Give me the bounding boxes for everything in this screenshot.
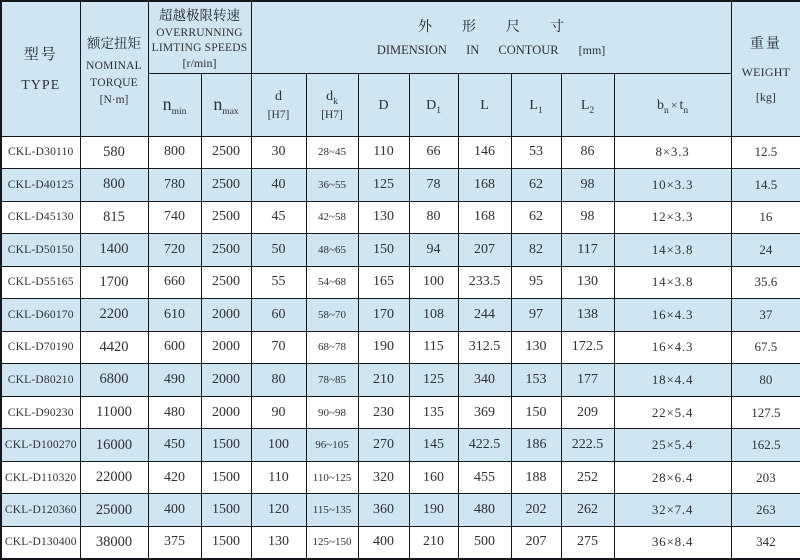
cell-D1: 80	[409, 201, 458, 234]
cell-D1: 135	[409, 396, 458, 429]
cell-n-max: 2000	[201, 364, 251, 397]
cell-L2: 117	[561, 234, 614, 267]
cell-d-h7: 110	[251, 461, 306, 494]
cell-n-min: 490	[148, 364, 201, 397]
cell-D1: 100	[409, 266, 458, 299]
cell-weight: 24	[731, 234, 800, 267]
cell-D: 150	[358, 234, 409, 267]
cell-L: 146	[458, 136, 511, 169]
cell-weight: 263	[731, 494, 800, 527]
cell-n-min: 720	[148, 234, 201, 267]
weight-label-cn: 重量	[749, 36, 782, 52]
dimension-unit: [mm]	[578, 43, 606, 58]
cell-dk-h7: 90~98	[306, 396, 358, 429]
cell-bn-x-tn: 8×3.3	[614, 136, 731, 169]
speeds-label-en1: OVERRUNNING	[156, 26, 243, 39]
cell-L1: 188	[511, 461, 561, 494]
table-row	[1, 169, 800, 202]
cell-n-max: 2000	[201, 331, 251, 364]
cell-L2: 138	[561, 299, 614, 332]
col-header-L	[458, 73, 511, 136]
cell-weight: 80	[731, 364, 800, 397]
cell-L2: 98	[561, 201, 614, 234]
cell-L: 168	[458, 169, 511, 202]
table-body	[1, 136, 800, 559]
table-row	[1, 429, 800, 462]
cell-L2: 177	[561, 364, 614, 397]
cell-n-max: 2500	[201, 201, 251, 234]
cell-bn-x-tn: 32×7.4	[614, 494, 731, 527]
cell-d-h7: 70	[251, 331, 306, 364]
cell-d-h7: 120	[251, 494, 306, 527]
dk-base	[307, 89, 358, 105]
cell-L2: 252	[561, 461, 614, 494]
cell-weight: 127.5	[731, 396, 800, 429]
cell-nominal-torque: 4420	[80, 331, 148, 364]
cell-type: CKL-D30110	[1, 136, 80, 169]
col-header-L2	[561, 73, 614, 136]
cell-dk-h7: 28~45	[306, 136, 358, 169]
cell-L2: 172.5	[561, 331, 614, 364]
cell-dk-h7: 58~70	[306, 299, 358, 332]
cell-dk-h7: 96~105	[306, 429, 358, 462]
n-min-base: n	[162, 94, 172, 114]
cell-type: CKL-D50150	[1, 234, 80, 267]
table-row	[1, 331, 800, 364]
D1-base: D	[426, 97, 437, 113]
D-base: D	[378, 97, 389, 113]
cell-n-min: 660	[148, 266, 201, 299]
bt-t: t	[679, 97, 684, 113]
cell-dk-h7: 54~68	[306, 266, 358, 299]
cell-weight: 14.5	[731, 169, 800, 202]
col-header-dimension-group	[251, 1, 731, 73]
dimension-label-en	[252, 43, 731, 58]
cell-nominal-torque: 1700	[80, 266, 148, 299]
cell-L: 455	[458, 461, 511, 494]
cell-weight: 67.5	[731, 331, 800, 364]
bt-t-sub: n	[683, 105, 689, 116]
L2-sub: 2	[589, 105, 595, 116]
cell-n-min: 420	[148, 461, 201, 494]
cell-dk-h7: 68~78	[306, 331, 358, 364]
n-max-sub: max	[222, 107, 239, 118]
torque-unit: [N·m]	[99, 93, 129, 106]
cell-type: CKL-D55165	[1, 266, 80, 299]
table-row	[1, 526, 800, 559]
cell-weight: 203	[731, 461, 800, 494]
cell-D: 170	[358, 299, 409, 332]
cell-bn-x-tn: 36×8.4	[614, 526, 731, 559]
cell-L1: 130	[511, 331, 561, 364]
cell-D: 230	[358, 396, 409, 429]
cell-n-min: 800	[148, 136, 201, 169]
cell-bn-x-tn: 22×5.4	[614, 396, 731, 429]
table-header	[1, 1, 800, 136]
cell-bn-x-tn: 25×5.4	[614, 429, 731, 462]
cell-L1: 207	[511, 526, 561, 559]
cell-weight: 37	[731, 299, 800, 332]
cell-L1: 62	[511, 201, 561, 234]
col-header-dk-h7	[306, 73, 358, 136]
cell-d-h7: 30	[251, 136, 306, 169]
cell-L: 500	[458, 526, 511, 559]
cell-D: 125	[358, 169, 409, 202]
dimension-en-text: DIMENSION IN CONTOUR	[376, 43, 559, 58]
cell-L1: 82	[511, 234, 561, 267]
D1-sub: 1	[436, 105, 441, 116]
cell-d-h7: 45	[251, 201, 306, 234]
cell-nominal-torque: 800	[80, 169, 148, 202]
cell-D1: 160	[409, 461, 458, 494]
col-header-type	[1, 1, 80, 136]
cell-nominal-torque: 25000	[80, 494, 148, 527]
cell-n-min: 450	[148, 429, 201, 462]
cell-D: 270	[358, 429, 409, 462]
cell-n-min: 610	[148, 299, 201, 332]
n-max-base: n	[213, 94, 223, 114]
cell-L2: 86	[561, 136, 614, 169]
cell-n-max: 1500	[201, 461, 251, 494]
table-row	[1, 136, 800, 169]
table-row	[1, 234, 800, 267]
cell-nominal-torque: 580	[80, 136, 148, 169]
cell-D: 165	[358, 266, 409, 299]
cell-L: 422.5	[458, 429, 511, 462]
cell-type: CKL-D80210	[1, 364, 80, 397]
cell-dk-h7: 125~150	[306, 526, 358, 559]
cell-L1: 95	[511, 266, 561, 299]
cell-D1: 125	[409, 364, 458, 397]
bt-b: b	[656, 97, 664, 113]
cell-D: 400	[358, 526, 409, 559]
cell-n-min: 780	[148, 169, 201, 202]
cell-d-h7: 50	[251, 234, 306, 267]
cell-type: CKL-D40125	[1, 169, 80, 202]
table-row	[1, 364, 800, 397]
table-row	[1, 494, 800, 527]
cell-weight: 342	[731, 526, 800, 559]
cell-D: 190	[358, 331, 409, 364]
cell-D1: 145	[409, 429, 458, 462]
cell-L1: 62	[511, 169, 561, 202]
col-header-L1	[511, 73, 561, 136]
weight-unit: [kg]	[755, 89, 776, 104]
table-row	[1, 396, 800, 429]
cell-L2: 275	[561, 526, 614, 559]
cell-type: CKL-D120360	[1, 494, 80, 527]
cell-D1: 78	[409, 169, 458, 202]
d-base: d	[275, 88, 283, 104]
cell-L: 340	[458, 364, 511, 397]
cell-L2: 222.5	[561, 429, 614, 462]
cell-bn-x-tn: 28×6.4	[614, 461, 731, 494]
cell-nominal-torque: 815	[80, 201, 148, 234]
cell-bn-x-tn: 12×3.3	[614, 201, 731, 234]
torque-label-en2: TORQUE	[90, 76, 138, 89]
cell-D: 110	[358, 136, 409, 169]
cell-nominal-torque: 11000	[80, 396, 148, 429]
cell-n-min: 600	[148, 331, 201, 364]
cell-nominal-torque: 16000	[80, 429, 148, 462]
cell-L: 244	[458, 299, 511, 332]
col-header-bn-x-tn	[614, 73, 731, 136]
cell-L2: 262	[561, 494, 614, 527]
type-label-cn: 型号	[23, 47, 58, 64]
cell-n-max: 2000	[201, 396, 251, 429]
cell-type: CKL-D90230	[1, 396, 80, 429]
col-header-d-h7	[251, 73, 306, 136]
cell-n-max: 2500	[201, 266, 251, 299]
cell-L1: 97	[511, 299, 561, 332]
cell-L: 480	[458, 494, 511, 527]
dimension-label-cn: 外形尺寸	[418, 20, 595, 36]
col-header-D	[358, 73, 409, 136]
cell-d-h7: 90	[251, 396, 306, 429]
torque-label-en1: NOMINAL	[86, 59, 142, 72]
cell-L: 207	[458, 234, 511, 267]
cell-bn-x-tn: 16×4.3	[614, 299, 731, 332]
col-header-n-min	[148, 73, 201, 136]
cell-nominal-torque: 22000	[80, 461, 148, 494]
speeds-label-en2: LIMTING SPEEDS	[151, 41, 248, 54]
cell-D1: 115	[409, 331, 458, 364]
cell-d-h7: 130	[251, 526, 306, 559]
cell-dk-h7: 48~65	[306, 234, 358, 267]
cell-dk-h7: 115~135	[306, 494, 358, 527]
cell-D1: 210	[409, 526, 458, 559]
cell-L1: 202	[511, 494, 561, 527]
cell-d-h7: 80	[251, 364, 306, 397]
cell-dk-h7: 36~55	[306, 169, 358, 202]
cell-type: CKL-D100270	[1, 429, 80, 462]
cell-n-min: 375	[148, 526, 201, 559]
cell-L1: 150	[511, 396, 561, 429]
cell-nominal-torque: 2200	[80, 299, 148, 332]
cell-d-h7: 55	[251, 266, 306, 299]
col-header-n-max	[201, 73, 251, 136]
table-row	[1, 461, 800, 494]
cell-type: CKL-D60170	[1, 299, 80, 332]
cell-D: 320	[358, 461, 409, 494]
cell-L1: 153	[511, 364, 561, 397]
col-header-weight	[731, 1, 800, 136]
cell-L1: 53	[511, 136, 561, 169]
L1-sub: 1	[537, 105, 543, 116]
cell-weight: 35.6	[731, 266, 800, 299]
cell-nominal-torque: 38000	[80, 526, 148, 559]
cell-L2: 98	[561, 169, 614, 202]
cell-weight: 12.5	[731, 136, 800, 169]
cell-n-max: 2500	[201, 169, 251, 202]
cell-n-min: 400	[148, 494, 201, 527]
cell-dk-h7: 110~125	[306, 461, 358, 494]
torque-label-cn: 额定扭矩	[87, 35, 141, 51]
cell-n-min: 740	[148, 201, 201, 234]
bt-b-sub: n	[663, 105, 669, 116]
table-row	[1, 266, 800, 299]
cell-D: 360	[358, 494, 409, 527]
dk-unit: [H7]	[321, 108, 343, 121]
cell-D1: 66	[409, 136, 458, 169]
cell-D1: 94	[409, 234, 458, 267]
cell-L: 369	[458, 396, 511, 429]
cell-d-h7: 100	[251, 429, 306, 462]
n-min-sub: min	[171, 107, 187, 118]
cell-dk-h7: 42~58	[306, 201, 358, 234]
cell-L: 168	[458, 201, 511, 234]
cell-D: 210	[358, 364, 409, 397]
cell-bn-x-tn: 16×4.3	[614, 331, 731, 364]
cell-L2: 209	[561, 396, 614, 429]
L2-base: L	[580, 97, 590, 113]
cell-D1: 108	[409, 299, 458, 332]
cell-d-h7: 40	[251, 169, 306, 202]
cell-type: CKL-D110320	[1, 461, 80, 494]
col-header-nominal-torque	[80, 1, 148, 136]
cell-weight: 162.5	[731, 429, 800, 462]
type-label-en: TYPE	[21, 78, 61, 94]
L1-base: L	[529, 97, 538, 113]
cell-n-max: 1500	[201, 494, 251, 527]
col-header-D1	[409, 73, 458, 136]
cell-n-max: 1500	[201, 526, 251, 559]
cell-bn-x-tn: 10×3.3	[614, 169, 731, 202]
cell-nominal-torque: 1400	[80, 234, 148, 267]
cell-bn-x-tn: 14×3.8	[614, 234, 731, 267]
cell-n-max: 1500	[201, 429, 251, 462]
cell-D1: 190	[409, 494, 458, 527]
cell-nominal-torque: 6800	[80, 364, 148, 397]
multiply-sign: ×	[670, 97, 678, 112]
table-row	[1, 201, 800, 234]
d-unit: [H7]	[267, 108, 290, 121]
cell-type: CKL-D45130	[1, 201, 80, 234]
cell-type: CKL-D130400	[1, 526, 80, 559]
cell-L2: 130	[561, 266, 614, 299]
cell-bn-x-tn: 18×4.4	[614, 364, 731, 397]
dk-base-letter: d	[326, 88, 334, 104]
weight-label-en: WEIGHT	[741, 64, 791, 79]
L-base: L	[480, 97, 489, 113]
cell-dk-h7: 78~85	[306, 364, 358, 397]
cell-n-min: 480	[148, 396, 201, 429]
table-row	[1, 299, 800, 332]
cell-L: 233.5	[458, 266, 511, 299]
cell-n-max: 2500	[201, 234, 251, 267]
cell-bn-x-tn: 14×3.8	[614, 266, 731, 299]
cell-weight: 16	[731, 201, 800, 234]
speeds-label-cn: 超越极限转速	[159, 7, 240, 23]
cell-L1: 186	[511, 429, 561, 462]
cell-L: 312.5	[458, 331, 511, 364]
dk-sub: k	[333, 96, 338, 107]
cell-n-max: 2500	[201, 136, 251, 169]
cell-type: CKL-D70190	[1, 331, 80, 364]
cell-n-max: 2000	[201, 299, 251, 332]
speeds-unit: [r/min]	[182, 55, 217, 70]
col-header-overrunning-speeds	[148, 1, 251, 73]
cell-d-h7: 60	[251, 299, 306, 332]
cell-D: 130	[358, 201, 409, 234]
